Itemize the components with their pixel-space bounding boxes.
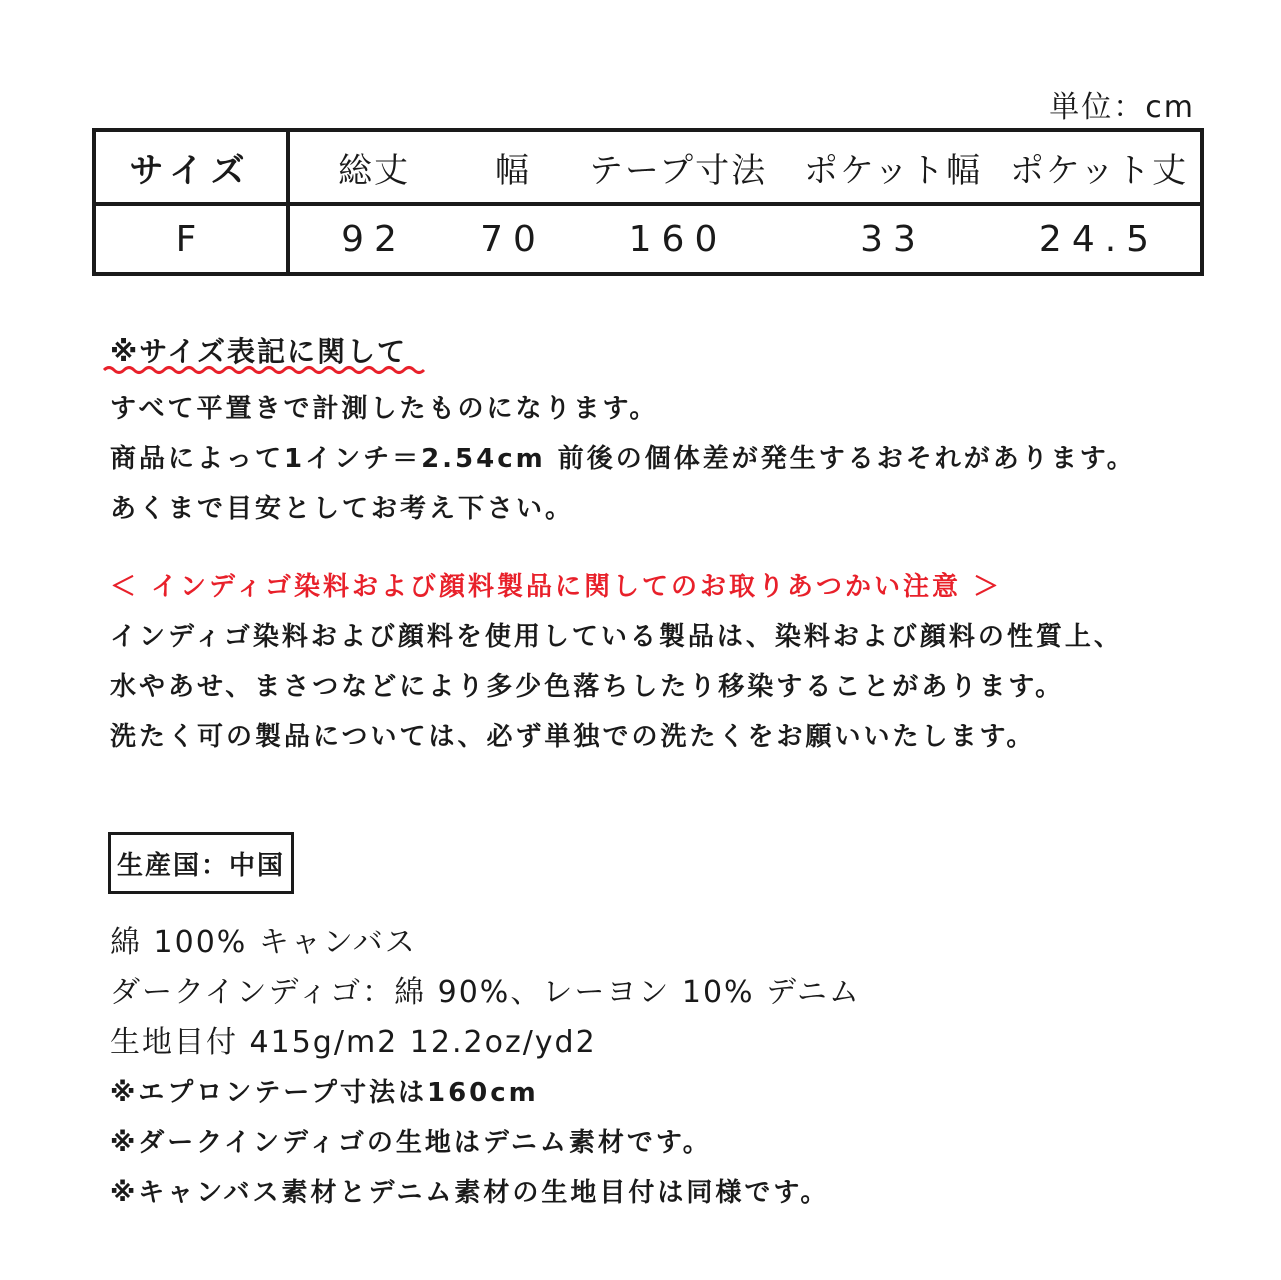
size-note-line: 商品によって1インチ＝2.54cm 前後の個体差が発生するおそれがあります。 [110, 444, 1136, 474]
indigo-note-line: 洗たく可の製品については、必ず単独での洗たくをお願いいたします。 [110, 722, 1036, 752]
indigo-note-line: インディゴ染料および顔料を使用している製品は、染料および顔料の性質上、 [110, 622, 1123, 652]
value-pocket-length: 24.5 [1038, 218, 1160, 260]
header-pocket-width: ポケット幅 [788, 130, 998, 204]
header-width: 幅 [458, 130, 568, 204]
indigo-note-line: 水やあせ、まさつなどにより多少色落ちしたり移染することがあります。 [110, 672, 1065, 702]
material-line: ダークインディゴ：綿 90%、レーヨン 10% デニム [110, 975, 861, 1010]
header-tape-length: テープ寸法 [568, 130, 788, 204]
indigo-note-title: ＜ インディゴ染料および顔料製品に関してのお取りあつかい注意 ＞ [110, 572, 1003, 602]
material-list [110, 918, 861, 1218]
size-table-header-row [94, 130, 1202, 204]
material-line: 綿 100% キャンバス [110, 925, 417, 960]
material-line: ※ダークインディゴの生地はデニム素材です。 [110, 1128, 712, 1158]
size-note-line: あくまで目安としてお考え下さい。 [110, 494, 575, 524]
size-note-line: すべて平置きで計測したものになります。 [110, 394, 659, 424]
value-tape-length: 160 [628, 218, 728, 260]
value-total-length: 92 [341, 218, 407, 260]
size-table-value-row [94, 204, 1202, 274]
material-line: ※エプロンテープ寸法は160cm [110, 1078, 539, 1108]
size-note-body [110, 384, 1136, 534]
material-line: ※キャンバス素材とデニム素材の生地目付は同様です。 [110, 1178, 830, 1208]
red-wavy-underline [102, 364, 426, 376]
value-pocket-width: 33 [860, 218, 926, 260]
unit-label: 単位：cm [1049, 90, 1195, 125]
header-size: サイズ [94, 130, 288, 204]
indigo-note-body [110, 612, 1123, 762]
material-line: 生地目付 415g/m2 12.2oz/yd2 [110, 1025, 597, 1060]
size-table [92, 128, 1204, 276]
value-width: 70 [480, 218, 546, 260]
size-note-title: ※サイズ表記に関して [110, 335, 407, 368]
header-pocket-length: ポケット丈 [998, 130, 1202, 204]
origin-country-box: 生産国：中国 [108, 832, 294, 894]
value-size: F [94, 204, 288, 274]
header-total-length: 総丈 [288, 130, 458, 204]
